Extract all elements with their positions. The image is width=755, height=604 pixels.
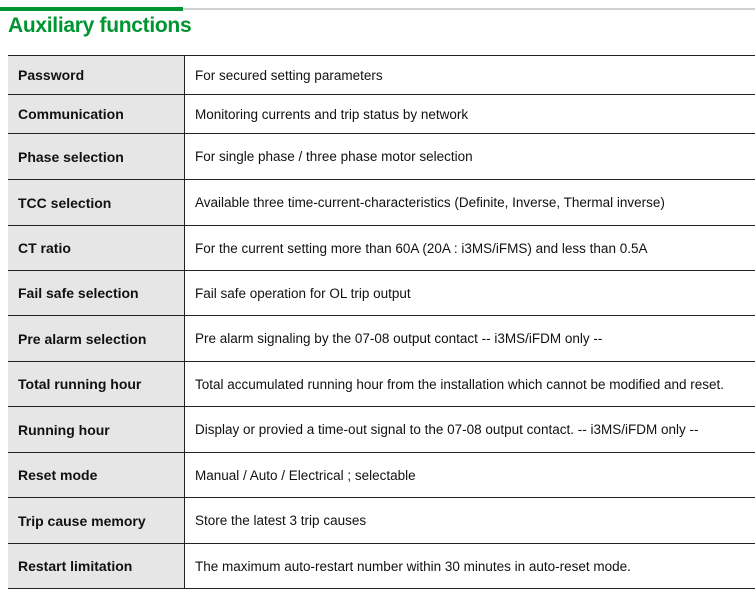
table-row [8, 271, 755, 316]
functions-table [8, 55, 755, 589]
function-description: Manual / Auto / Electrical ; selectable [195, 467, 416, 483]
function-name: Fail safe selection [8, 271, 185, 315]
table-row [8, 56, 755, 95]
function-name: Restart limitation [8, 544, 185, 588]
function-description: For the current setting more than 60A (20A : i3MS/iFMS) and less than 0.5A [195, 240, 648, 256]
function-name: Password [8, 56, 185, 94]
function-description: Display or provied a time-out signal to the 07-08 output contact. -- i3MS/iFDM only -- [195, 422, 699, 437]
function-description: For secured setting parameters [195, 67, 383, 83]
table-row [8, 95, 755, 134]
table-row [8, 407, 755, 453]
function-description: Available three time-current-characteristics (Definite, Inverse, Thermal inverse) [195, 195, 665, 210]
table-row [8, 362, 755, 407]
table-row [8, 134, 755, 180]
function-description: Monitoring currents and trip status by network [195, 106, 469, 122]
function-name: Total running hour [8, 362, 185, 406]
function-description: Store the latest 3 trip causes [195, 513, 367, 528]
table-row [8, 180, 755, 226]
function-description: For single phase / three phase motor selection [195, 149, 473, 164]
function-name: TCC selection [8, 180, 185, 225]
function-name: Running hour [8, 407, 185, 452]
function-name: Reset mode [8, 453, 185, 497]
function-description: Total accumulated running hour from the installation which cannot be modified and reset. [195, 376, 725, 392]
table-row [8, 544, 755, 589]
table-row [8, 453, 755, 498]
function-name: CT ratio [8, 226, 185, 270]
function-name: Trip cause memory [8, 498, 185, 543]
function-description: Pre alarm signaling by the 07-08 output contact -- i3MS/iFDM only -- [195, 331, 603, 346]
table-row [8, 498, 755, 544]
function-description: Fail safe operation for OL trip output [195, 285, 411, 301]
function-name: Communication [8, 95, 185, 133]
table-row [8, 226, 755, 271]
table-row [8, 316, 755, 362]
function-description: The maximum auto-restart number within 30 minutes in auto-reset mode. [195, 558, 631, 574]
top-accent-bar [0, 7, 183, 11]
function-name: Phase selection [8, 134, 185, 179]
function-name: Pre alarm selection [8, 316, 185, 361]
page-title: Auxiliary functions [8, 14, 192, 37]
